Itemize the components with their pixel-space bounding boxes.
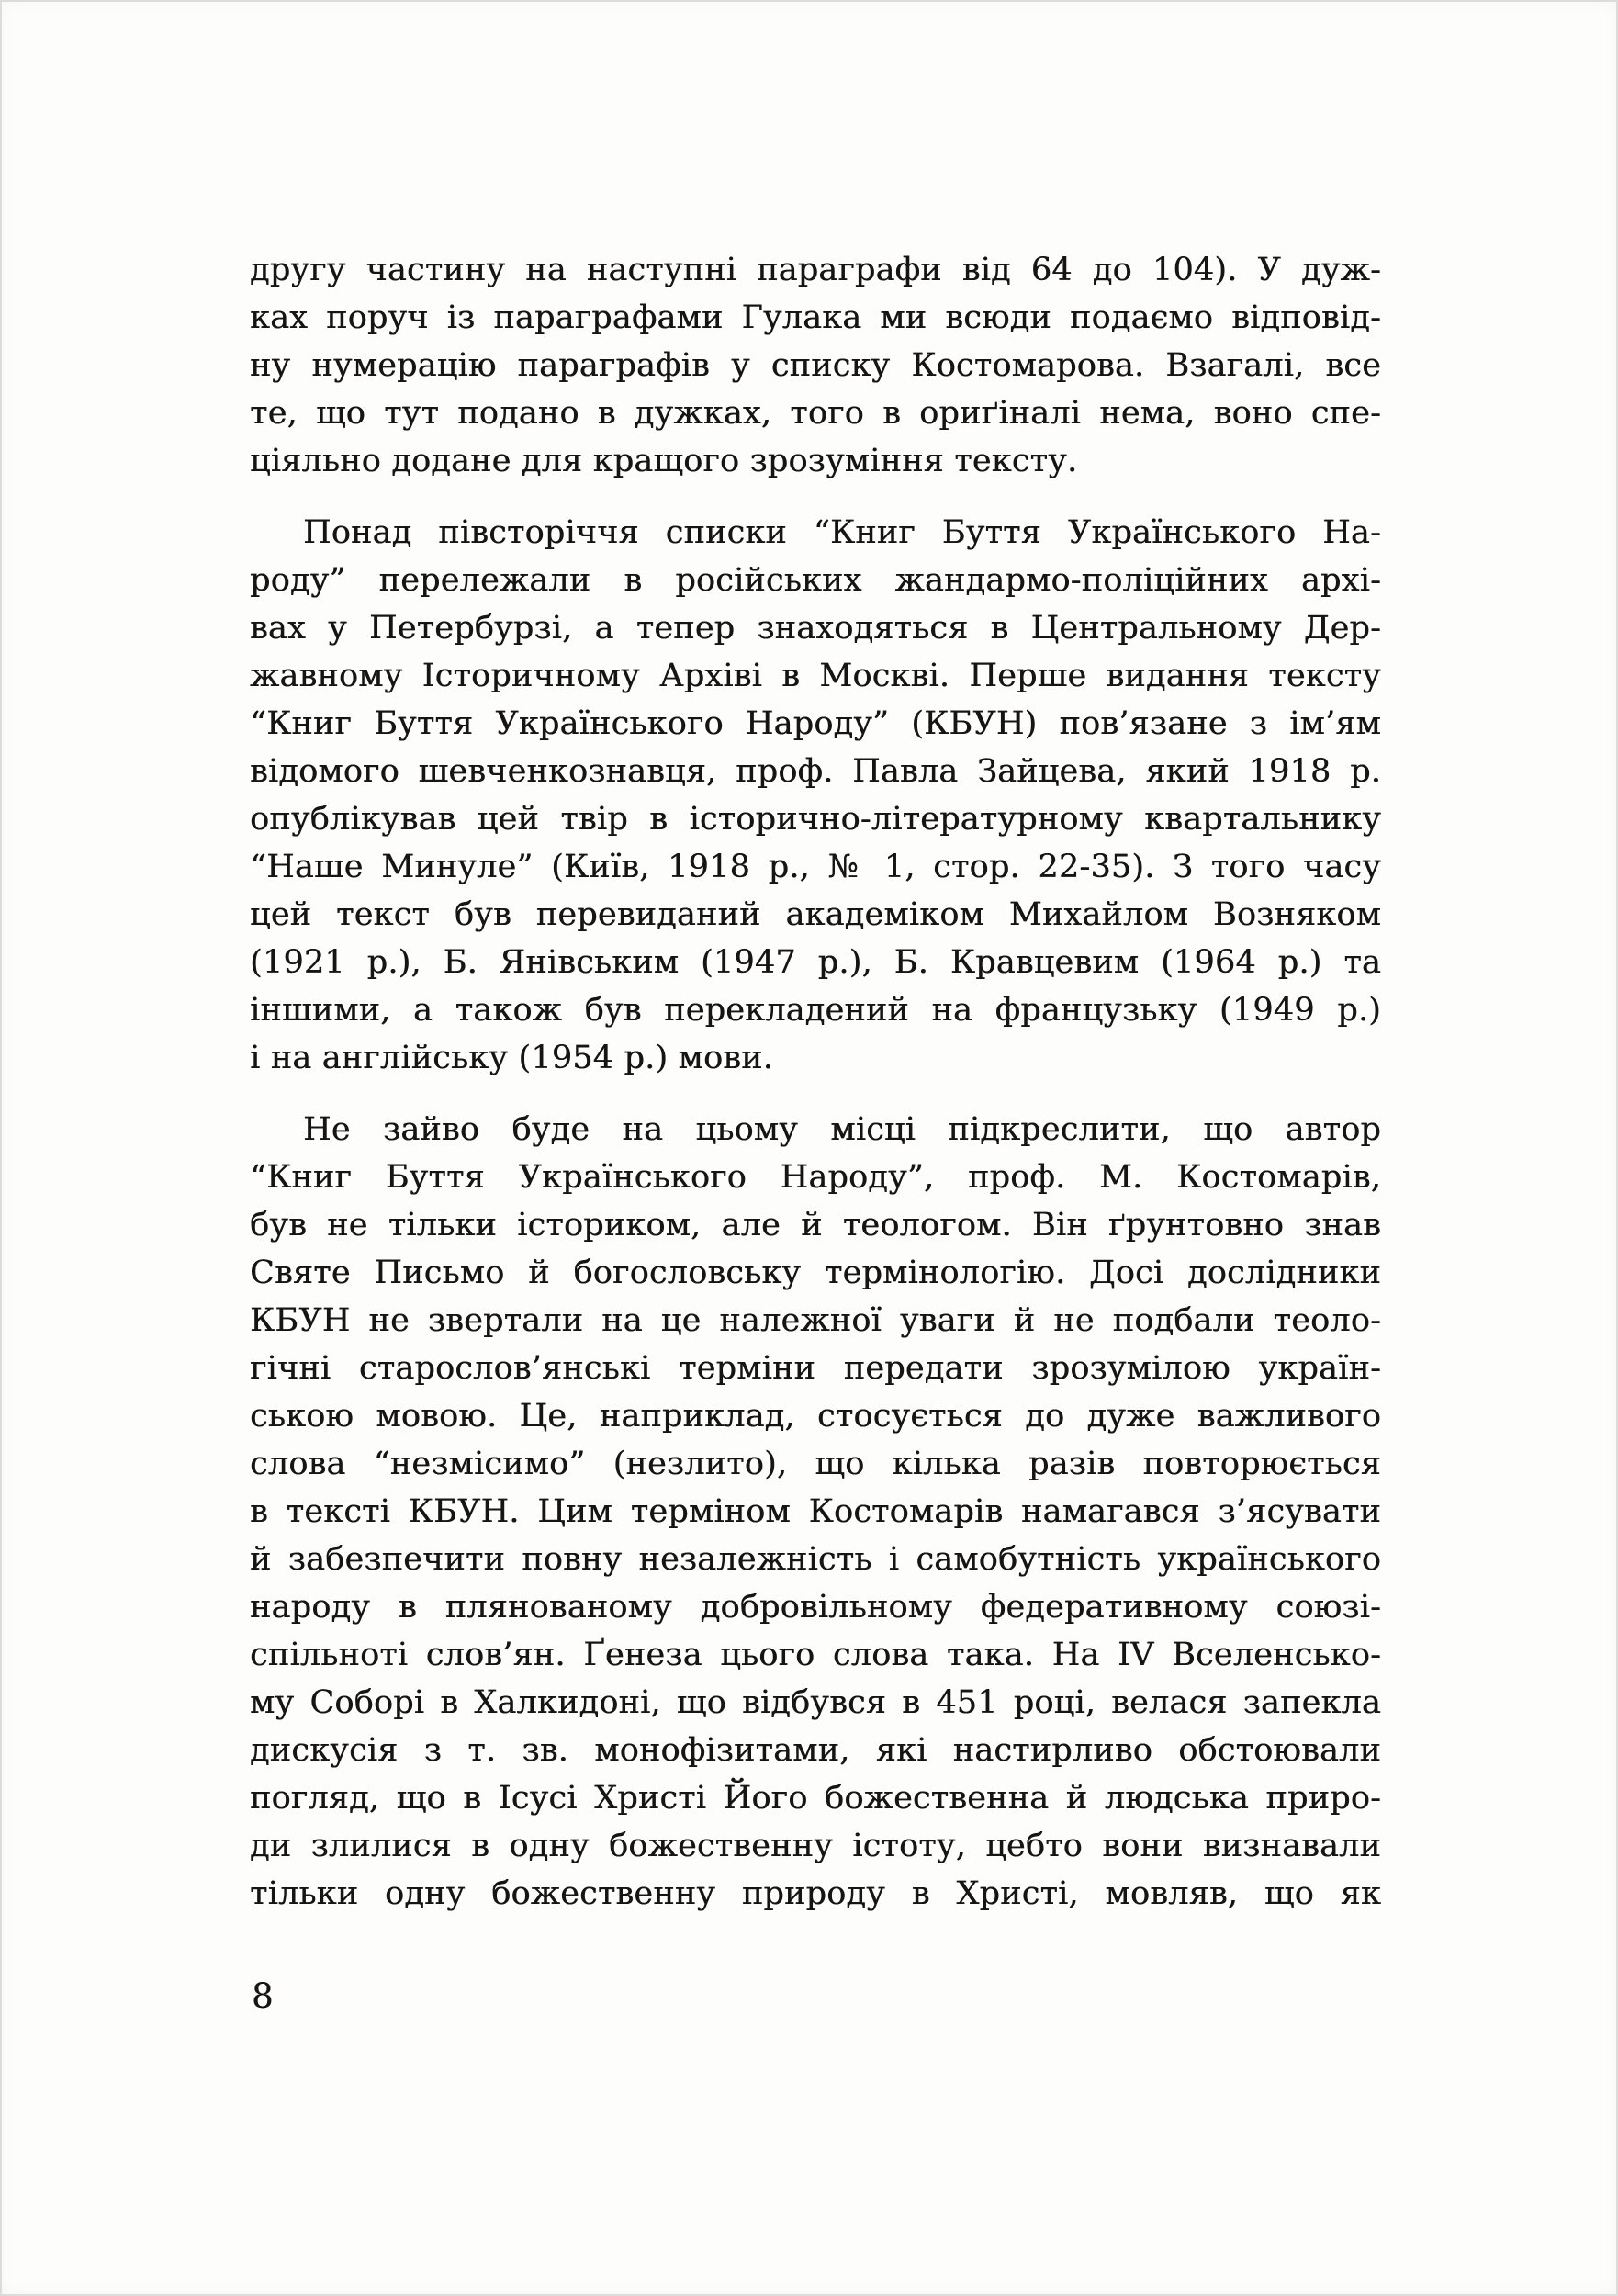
- text-line: му Соборі в Халкидоні, що відбувся в 451 році, велася запекла: [250, 1684, 1381, 1721]
- text-line: опублікував цей твір в історично-літературному квартальнику: [250, 801, 1381, 838]
- text-line: тільки одну божественну природу в Христі, мовляв, що як: [250, 1875, 1381, 1912]
- paragraph: [250, 246, 1381, 485]
- page-number: 8: [252, 1976, 274, 2016]
- text-line: “Книг Буття Українського Народу” (КБУН) пов’язане з ім’ям: [250, 705, 1381, 742]
- text-line: ну нумерацію параграфів у списку Костомарова. Взагалі, все: [250, 347, 1381, 384]
- text-line: ціяльно додане для кращого зрозуміння тексту.: [250, 443, 1078, 479]
- text-line: цей текст був перевиданий академіком Михайлом Возняком: [250, 896, 1381, 933]
- text-line: Понад півсторіччя списки “Книг Буття Українського На-: [303, 514, 1381, 551]
- text-line: слова “незмісимо” (незлито), що кілька разів повторюється: [250, 1446, 1381, 1482]
- paragraph: [250, 509, 1381, 1082]
- text-line: ською мовою. Це, наприклад, стосується до дуже важливого: [250, 1398, 1381, 1435]
- text-line: ках поруч із параграфами Гулака ми всюди подаємо відповід-: [250, 299, 1381, 336]
- text-line: гічні старослов’янські терміни передати зрозумілою україн-: [250, 1350, 1381, 1387]
- text-line: спільноті слов’ян. Ґенеза цього слова така. На IV Вселенсько-: [250, 1637, 1381, 1673]
- text-line: і на англійську (1954 р.) мови.: [250, 1040, 773, 1076]
- text-line: (1921 р.), Б. Янівським (1947 р.), Б. Кравцевим (1964 р.) та: [250, 944, 1381, 981]
- text-line: відомого шевченкознавця, проф. Павла Зайцева, який 1918 р.: [250, 753, 1381, 790]
- text-line: народу в плянованому добровільному федеративному союзі-: [250, 1589, 1381, 1626]
- text-line: іншими, а також був перекладений на французьку (1949 р.): [250, 992, 1381, 1029]
- text-line: жавному Історичному Архіві в Москві. Перше видання тексту: [250, 658, 1381, 694]
- text-line: Святе Письмо й богословську термінологію. Досі дослідники: [250, 1255, 1381, 1291]
- text-block: [250, 246, 1381, 1918]
- text-line: в тексті КБУН. Цим терміном Костомарів намагався з’ясувати: [250, 1493, 1381, 1530]
- text-line: й забезпечити повну незалежність і самобутність українського: [250, 1541, 1381, 1578]
- text-line: дискусія з т. зв. монофізитами, які настирливо обстоювали: [250, 1732, 1381, 1769]
- text-line: Не зайво буде на цьому місці підкреслити, що автор: [303, 1111, 1381, 1148]
- text-line: “Наше Минуле” (Київ, 1918 р., № 1, стор. 22-35). З того часу: [250, 849, 1381, 885]
- text-line: “Книг Буття Українського Народу”, проф. М. Костомарів,: [250, 1159, 1381, 1196]
- paragraph: [250, 1106, 1381, 1918]
- text-line: погляд, що в Ісусі Христі Його божественна й людська приро-: [250, 1780, 1381, 1817]
- text-line: роду” перележали в російських жандармо-поліційних архі-: [250, 562, 1381, 599]
- text-line: КБУН не звертали на це належної уваги й не подбали теоло-: [250, 1302, 1381, 1339]
- text-line: ди злилися в одну божественну істоту, цебто вони визнавали: [250, 1828, 1381, 1864]
- text-line: вах у Петербурзі, а тепер знаходяться в Центральному Дер-: [250, 610, 1381, 647]
- text-line: другу частину на наступні параграфи від 64 до 104). У дуж-: [250, 252, 1381, 288]
- text-line: був не тільки істориком, але й теологом. Він ґрунтовно знав: [250, 1207, 1381, 1244]
- text-line: те, що тут подано в дужках, того в ориґіналі нема, воно спе-: [250, 395, 1381, 432]
